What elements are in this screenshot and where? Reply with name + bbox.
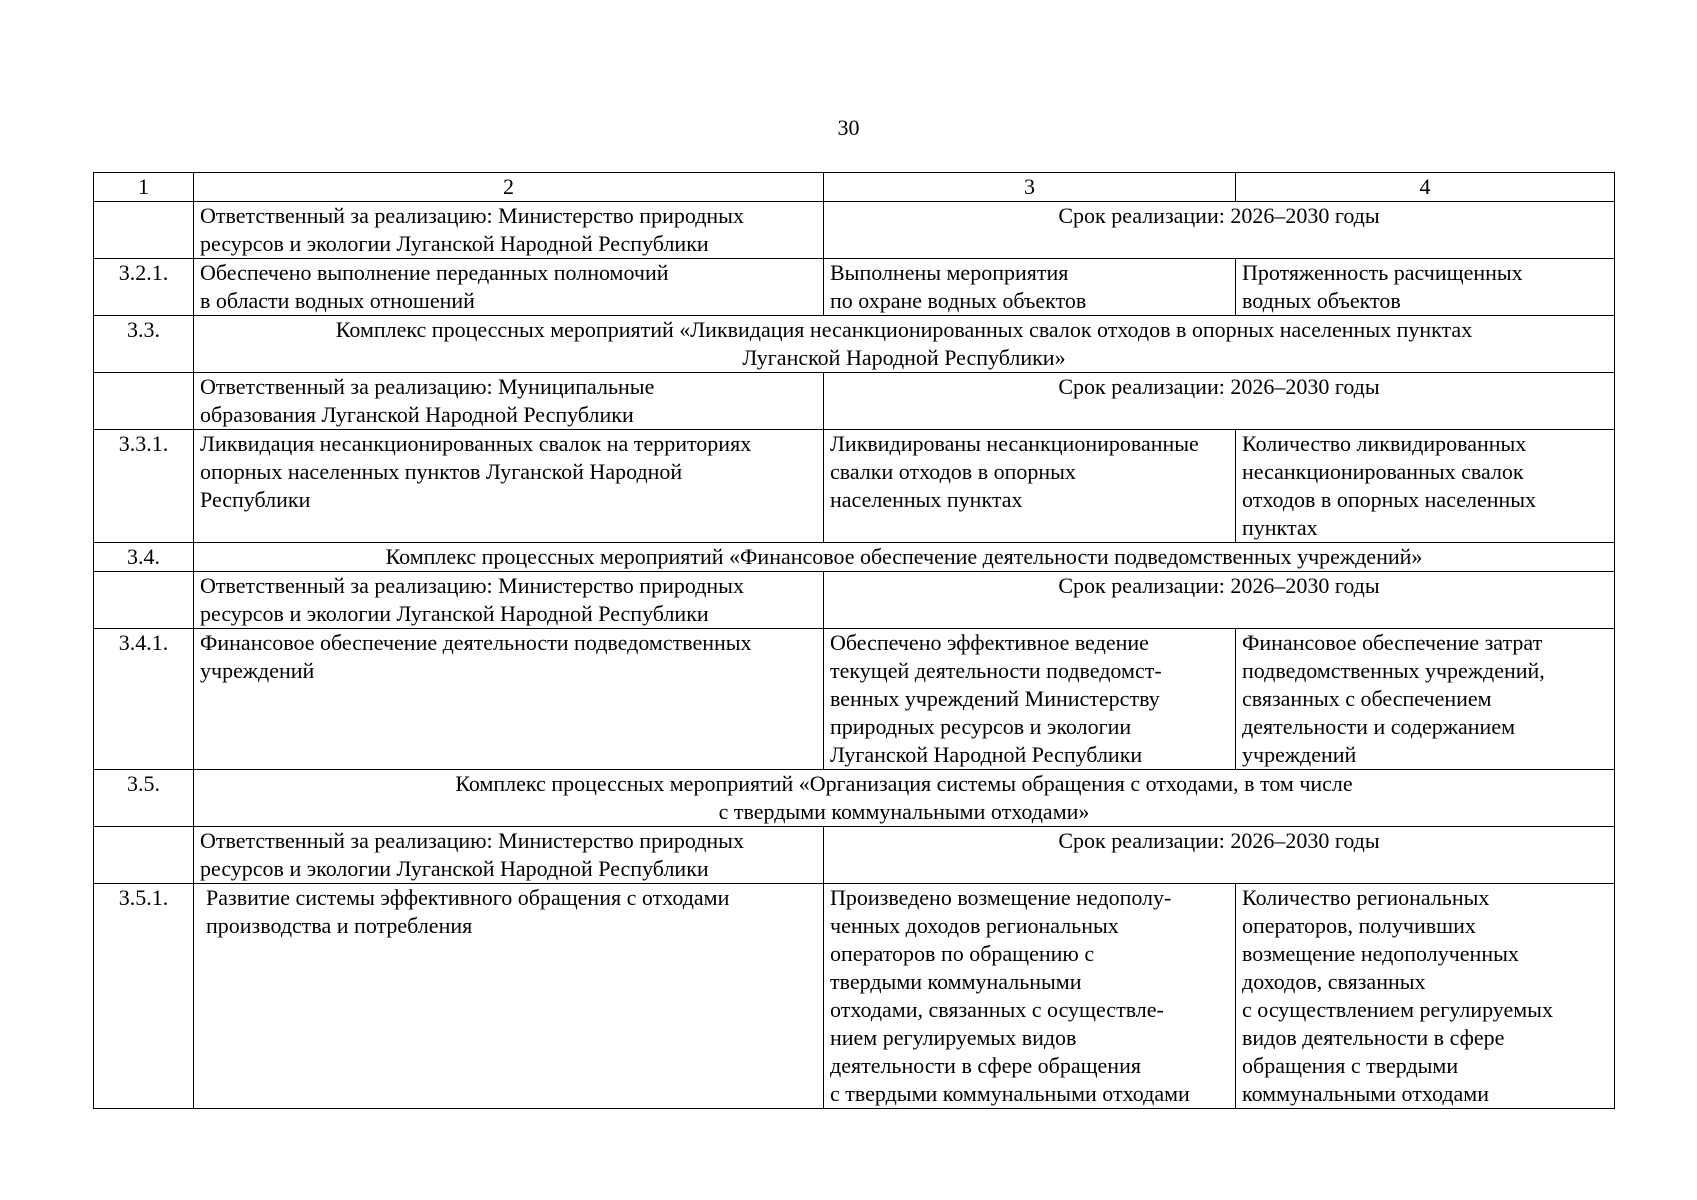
responsible-row — [94, 202, 1615, 259]
header-cell-1: 1 — [94, 173, 194, 202]
row-number-cell: 3.5. — [94, 770, 194, 827]
task-cell: Обеспечено выполнение переданных полномочий в области водных отношений — [194, 259, 824, 316]
indicator-cell: Количество региональных операторов, получивших возмещение недополученных доходов, связанных с осуществлением регулируемых видов деятельности в сфере обращения с твердыми коммунальными отходами — [1236, 884, 1615, 1109]
responsible-row — [94, 373, 1615, 430]
complex-row — [94, 543, 1615, 572]
term-cell: Срок реализации: 2026–2030 годы — [824, 202, 1615, 259]
task-cell: Финансовое обеспечение деятельности подведомственных учреждений — [194, 629, 824, 770]
empty-number-cell — [94, 572, 194, 629]
table-row — [94, 430, 1615, 543]
row-number-cell: 3.4.1. — [94, 629, 194, 770]
row-number-cell: 3.3. — [94, 316, 194, 373]
header-row — [94, 173, 1615, 202]
responsible-cell: Ответственный за реализацию: Министерство природных ресурсов и экологии Луганской Народной Республики — [194, 202, 824, 259]
row-number-cell: 3.3.1. — [94, 430, 194, 543]
complex-row — [94, 316, 1615, 373]
term-cell: Срок реализации: 2026–2030 годы — [824, 827, 1615, 884]
table-row — [94, 884, 1615, 1109]
responsible-cell: Ответственный за реализацию: Министерство природных ресурсов и экологии Луганской Народной Республики — [194, 572, 824, 629]
responsible-row — [94, 572, 1615, 629]
result-cell: Обеспечено эффективное ведение текущей деятельности подведомст- венных учреждений Министерству природных ресурсов и экологии Луганской Народной Республики — [824, 629, 1236, 770]
responsible-row — [94, 827, 1615, 884]
responsible-cell: Ответственный за реализацию: Муниципальные образования Луганской Народной Республики — [194, 373, 824, 430]
empty-number-cell — [94, 202, 194, 259]
header-cell-4: 4 — [1236, 173, 1615, 202]
indicator-cell: Протяженность расчищенных водных объектов — [1236, 259, 1615, 316]
result-cell: Выполнены мероприятия по охране водных объектов — [824, 259, 1236, 316]
header-cell-2: 2 — [194, 173, 824, 202]
header-cell-3: 3 — [824, 173, 1236, 202]
complex-title-cell: Комплекс процессных мероприятий «Финансовое обеспечение деятельности подведомственных учреждений» — [194, 543, 1615, 572]
result-cell: Ликвидированы несанкционированные свалки отходов в опорных населенных пунктах — [824, 430, 1236, 543]
task-cell: Ликвидация несанкционированных свалок на территориях опорных населенных пунктов Луганской Народной Республики — [194, 430, 824, 543]
empty-number-cell — [94, 827, 194, 884]
term-cell: Срок реализации: 2026–2030 годы — [824, 373, 1615, 430]
complex-row — [94, 770, 1615, 827]
responsible-cell: Ответственный за реализацию: Министерство природных ресурсов и экологии Луганской Народной Республики — [194, 827, 824, 884]
table-row — [94, 259, 1615, 316]
table-body — [94, 173, 1615, 1109]
complex-title-cell: Комплекс процессных мероприятий «Организация системы обращения с отходами, в том числе с твердыми коммунальными отходами» — [194, 770, 1615, 827]
page-number: 30 — [837, 115, 860, 140]
complex-title-cell: Комплекс процессных мероприятий «Ликвидация несанкционированных свалок отходов в опорных населенных пунктах Луганской Народной Республики» — [194, 316, 1615, 373]
task-cell: Развитие системы эффективного обращения с отходами производства и потребления — [194, 884, 824, 1109]
indicator-cell: Финансовое обеспечение затрат подведомственных учреждений, связанных с обеспечением деятельности и содержанием учреждений — [1236, 629, 1615, 770]
result-cell: Произведено возмещение недополу- ченных доходов региональных операторов по обращению с твердыми коммунальными отходами, связанных с осуществле- нием регулируемых видов деятельности в сфере обращения с твердыми коммунальными отходами — [824, 884, 1236, 1109]
measures-table — [93, 172, 1615, 1109]
row-number-cell: 3.4. — [94, 543, 194, 572]
empty-number-cell — [94, 373, 194, 430]
term-cell: Срок реализации: 2026–2030 годы — [824, 572, 1615, 629]
table-row — [94, 629, 1615, 770]
row-number-cell: 3.5.1. — [94, 884, 194, 1109]
indicator-cell: Количество ликвидированных несанкционированных свалок отходов в опорных населенных пунктах — [1236, 430, 1615, 543]
row-number-cell: 3.2.1. — [94, 259, 194, 316]
